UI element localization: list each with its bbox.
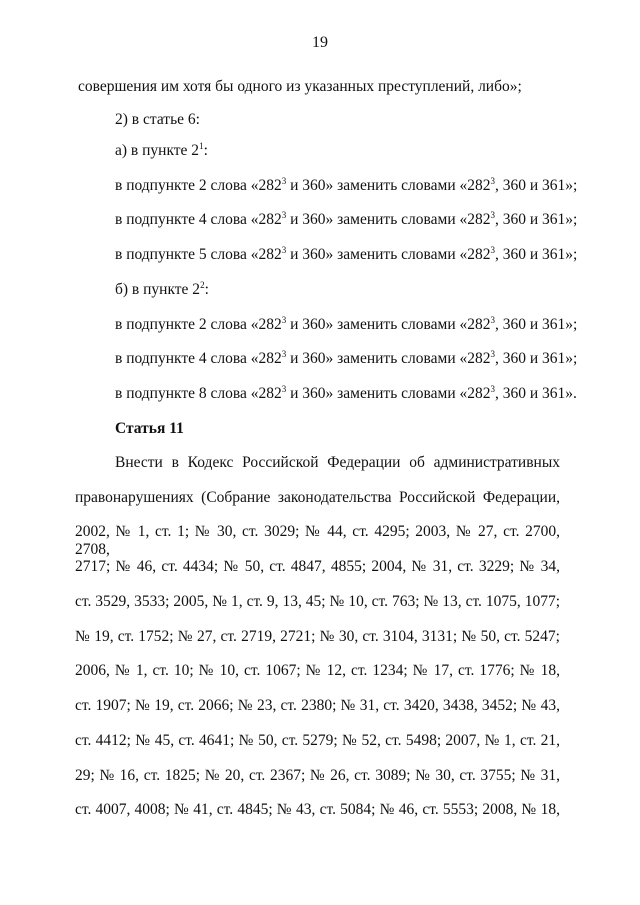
paragraph-line: 29; № 16, ст. 1825; № 20, ст. 2367; № 26, ст. 3089; № 30, ст. 3755; № 31, — [75, 767, 560, 784]
sup: 3 — [281, 175, 287, 186]
paragraph-line: 2002, № 1, ст. 1; № 30, ст. 3029; № 44, ст. 4295; 2003, № 27, ст. 2700, 2708, — [75, 523, 560, 558]
text-line-subpoint-4b — [115, 350, 577, 368]
paragraph-line: ст. 4412; № 45, ст. 4641; № 50, ст. 5279; № 52, ст. 5498; 2007, № 1, ст. 21, — [75, 732, 560, 749]
text-line-item-b — [115, 281, 209, 299]
item-a-colon: : — [203, 142, 208, 159]
sup: 3 — [490, 175, 495, 186]
item-a-text: а) в пункте 2 — [115, 142, 200, 159]
sub-lead: в подпункте 4 слова «282 — [115, 350, 282, 367]
sub-mid: и 360» заменить словами «282 — [286, 211, 491, 228]
sub-tail: , 360 и 361». — [495, 385, 577, 402]
sup: 3 — [281, 314, 287, 325]
sub-lead: в подпункте 8 слова «282 — [115, 385, 282, 402]
sup: 3 — [281, 348, 287, 359]
sup: 3 — [490, 209, 495, 220]
text-line-subpoint-2b — [115, 316, 577, 334]
sub-lead: в подпункте 4 слова «282 — [115, 211, 282, 228]
page-number: 19 — [312, 34, 328, 51]
sub-mid: и 360» заменить словами «282 — [286, 316, 491, 333]
sub-tail: , 360 и 361»; — [495, 246, 578, 263]
paragraph-line: правонарушениях (Собрание законодательства Российской Федерации, — [75, 489, 560, 506]
paragraph-line: № 19, ст. 1752; № 27, ст. 2719, 2721; № 30, ст. 3104, 3131; № 50, ст. 5247; — [75, 628, 560, 645]
text-line-subpoint-5a — [115, 246, 577, 264]
sub-lead: в подпункте 5 слова «282 — [115, 246, 282, 263]
sub-mid: и 360» заменить словами «282 — [286, 246, 491, 263]
text-line-subpoint-8b — [115, 385, 577, 403]
sub-mid: и 360» заменить словами «282 — [286, 385, 491, 402]
sub-lead: в подпункте 2 слова «282 — [115, 177, 282, 194]
paragraph-line: 2717; № 46, ст. 4434; № 50, ст. 4847, 4855; 2004, № 31, ст. 3229; № 34, — [75, 558, 560, 575]
sup: 3 — [490, 314, 495, 325]
text-line-continuation: совершения им хотя бы одного из указанных преступлений, либо»; — [78, 78, 522, 95]
paragraph-line: ст. 4007, 4008; № 41, ст. 4845; № 43, ст. 5084; № 46, ст. 5553; 2008, № 18, — [75, 801, 560, 818]
item-b-text: б) в пункте 2 — [115, 281, 201, 298]
item-b-colon: : — [204, 281, 209, 298]
sup: 3 — [281, 244, 287, 255]
text-line-item-2: 2) в статье 6: — [115, 111, 200, 128]
sup: 3 — [490, 383, 495, 394]
paragraph-line: ст. 1907; № 19, ст. 2066; № 23, ст. 2380; № 31, ст. 3420, 3438, 3452; № 43, — [75, 697, 560, 714]
sup: 3 — [281, 209, 287, 220]
sup: 3 — [281, 383, 287, 394]
item-b-superscript: 2 — [200, 279, 205, 290]
sub-tail: , 360 и 361»; — [495, 350, 578, 367]
text-line-subpoint-4a — [115, 211, 577, 229]
text-line-item-a — [115, 142, 208, 160]
item-a-superscript: 1 — [199, 140, 204, 151]
sub-mid: и 360» заменить словами «282 — [286, 350, 491, 367]
sub-tail: , 360 и 361»; — [495, 177, 578, 194]
sup: 3 — [490, 348, 495, 359]
sup: 3 — [490, 244, 495, 255]
sub-mid: и 360» заменить словами «282 — [286, 177, 491, 194]
paragraph-line: 2006, № 1, ст. 10; № 10, ст. 1067; № 12, ст. 1234; № 17, ст. 1776; № 18, — [75, 662, 560, 679]
text-line-subpoint-2a — [115, 177, 577, 195]
paragraph-line: ст. 3529, 3533; 2005, № 1, ст. 9, 13, 45; № 10, ст. 763; № 13, ст. 1075, 1077; — [75, 593, 560, 610]
sub-lead: в подпункте 2 слова «282 — [115, 316, 282, 333]
paragraph-line: Внести в Кодекс Российской Федерации об административных — [115, 454, 560, 471]
sub-tail: , 360 и 361»; — [495, 316, 578, 333]
article-heading: Статья 11 — [115, 420, 184, 437]
sub-tail: , 360 и 361»; — [495, 211, 578, 228]
